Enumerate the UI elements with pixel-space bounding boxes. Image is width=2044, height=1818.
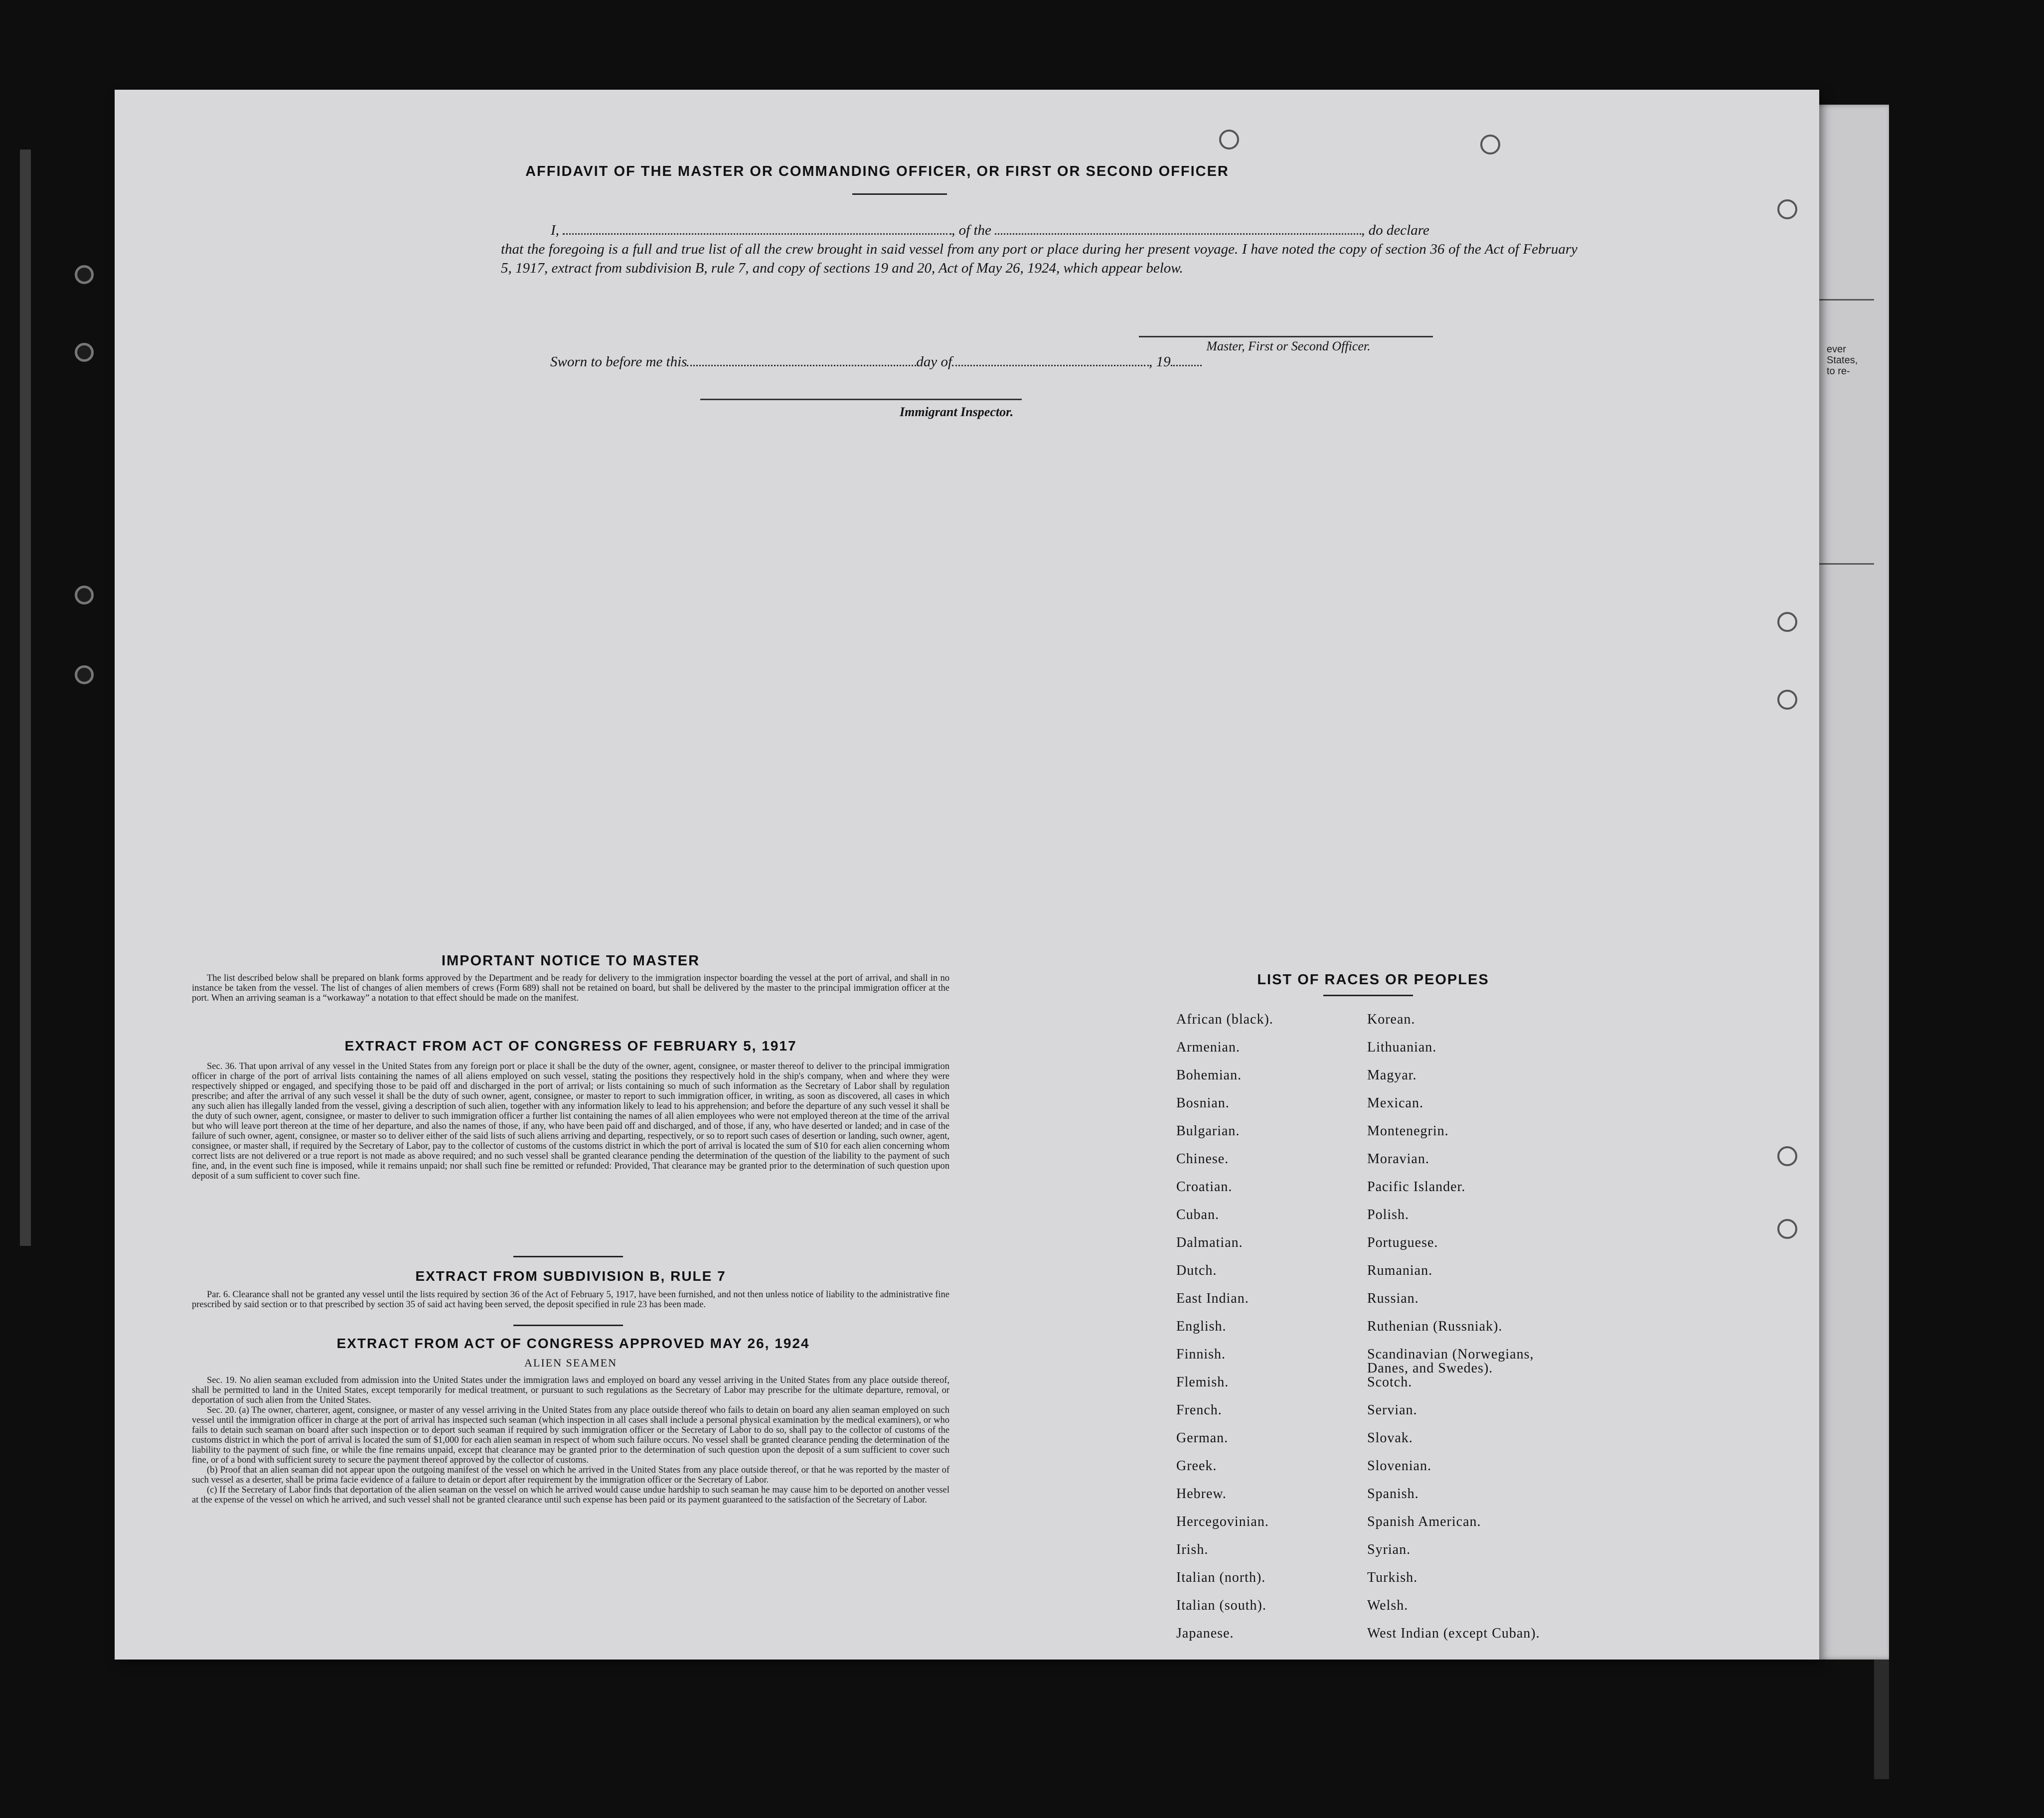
- race-item: English.: [1176, 1319, 1227, 1334]
- master-signature-label: Master, First or Second Officer.: [1206, 339, 1371, 353]
- ring-hole: [1219, 130, 1239, 150]
- sworn-line: [550, 354, 1398, 370]
- race-item: Moravian.: [1367, 1151, 1429, 1167]
- race-item: Dutch.: [1176, 1263, 1217, 1278]
- extract-1917-title: EXTRACT FROM ACT OF CONGRESS OF FEBRUARY 5, 1917: [344, 1038, 797, 1054]
- race-item: French.: [1176, 1402, 1222, 1418]
- notice-body: [192, 973, 949, 1003]
- race-item: Finnish.: [1176, 1347, 1226, 1362]
- rule7-body: [192, 1290, 949, 1310]
- race-item: Spanish.: [1367, 1486, 1419, 1502]
- race-item: Chinese.: [1176, 1151, 1229, 1167]
- manifest-page: [115, 90, 1819, 1660]
- race-item: West Indian (except Cuban).: [1367, 1626, 1540, 1641]
- ring-hole: [1777, 1219, 1797, 1239]
- race-item: Italian (south).: [1176, 1598, 1266, 1613]
- race-item: Syrian.: [1367, 1542, 1411, 1557]
- race-item: Irish.: [1176, 1542, 1209, 1557]
- race-item: African (black).: [1176, 1012, 1273, 1027]
- race-item: Slovak.: [1367, 1430, 1413, 1446]
- race-item: Hebrew.: [1176, 1486, 1227, 1502]
- ring-hole: [1777, 612, 1797, 632]
- vessel-name-field[interactable]: [995, 229, 1361, 235]
- sworn-day-field[interactable]: [687, 361, 916, 366]
- declaration-body: that the foregoing is a full and true list of all the crew brought in said vessel from any port or place during her present voyage. I have noted the copy of section 36 of the Act of February 5, 1917, extract from subdivision B, rule 7, and copy of sections 19 and 20, Act of May 26, 1924, which appear below.: [501, 241, 1577, 276]
- race-item: German.: [1176, 1430, 1229, 1446]
- race-item: Spanish American.: [1367, 1514, 1481, 1529]
- race-item: Pacific Islander.: [1367, 1179, 1466, 1195]
- races-title-rule: [1323, 995, 1413, 996]
- ring-hole: [1777, 1146, 1797, 1166]
- extract-1924-title: EXTRACT FROM ACT OF CONGRESS APPROVED MAY 26, 1924: [336, 1336, 810, 1351]
- section-rule: [513, 1325, 623, 1326]
- ring-hole: [1777, 690, 1797, 710]
- race-item: Hercegovinian.: [1176, 1514, 1269, 1529]
- punch-hole: [75, 265, 94, 284]
- race-item: Bulgarian.: [1176, 1123, 1240, 1139]
- sec20a-paragraph: Sec. 20. (a) The owner, charterer, agent, consignee, or master of any vessel arriving in the United States from any place outside thereof who fails to detain on board any alien seaman employed on such vessel until the immigration officer in charge at the port of arrival has inspected such seaman (which inspection in all cases shall include a personal physical examination by the medical examiners), or who fails to detain such seaman on board after such inspection or to deport such seaman if required by such immigration officer or the Secretary of Labor to do so, shall pay to the collector of customs of the customs district in which the port of arrival is located the sum of $1,000 for each alien seaman in respect of whom such failure occurs. No vessel shall be granted clearance pending the determination of the liability to the payment of such fine, or while the fine remains unpaid, except that clearance may be granted prior to the determination of such question upon the deposit of a sum sufficient to cover such fine, or of a bond with sufficient surety to secure the payment thereof approved by the collector of customs.: [192, 1405, 949, 1465]
- ring-hole: [1777, 199, 1797, 219]
- race-item: Magyar.: [1367, 1067, 1417, 1083]
- punch-hole: [75, 343, 94, 362]
- day-of-label: day of: [916, 354, 952, 370]
- races-title: LIST OF RACES OR PEOPLES: [1257, 972, 1489, 988]
- race-item: Croatian.: [1176, 1179, 1233, 1195]
- race-item: Dalmatian.: [1176, 1235, 1243, 1250]
- race-item: Russian.: [1367, 1291, 1419, 1306]
- rule7-title: EXTRACT FROM SUBDIVISION B, RULE 7: [415, 1268, 726, 1284]
- title-rule: [852, 193, 947, 195]
- sec19-paragraph: Sec. 19. No alien seaman excluded from admission into the United States under the immigration laws and employed on board any vessel arriving in the United States from any place outside thereof, shall be permitted to land in the United States, except temporarily for medical treatment, or pursuant to such regulations as the Secretary of Labor may prescribe for the ultimate departure, removal, or deportation of such alien from the United States.: [192, 1375, 949, 1405]
- extract-1917-paragraph: Sec. 36. That upon arrival of any vessel in the United States from any foreign port or place it shall be the duty of the owner, agent, consignee, or master thereof to deliver to the principal immigration officer in charge of the port of arrival lists containing the names of all aliens employed on such vessel, stating the positions they respectively hold in the ship's company, when and where they were respectively shipped or engaged, and specifying those to be paid off and discharged in the port of arrival; or lists containing so much of such information as the Secretary of Labor shall by regulation prescribe; and after the arrival of any such vessel it shall be the duty of such owner, agent, consignee, or master to report to such immigration officer, in writing, as soon as discovered, all cases in which any such alien has illegally landed from the vessel, giving a description of such alien, together with any information likely to lead to his apprehension; and before the departure of any such vessel it shall be the duty of such owner, agent, consignee, or master to deliver to such immigration officer a further list containing the names of all alien employees who were not employed thereon at the time of the arrival but who will leave port thereon at the time of her departure, and also the names of those, if any, who have been paid off and discharged, and of those, if any, who have deserted or landed; and in case of the failure of such owner, agent, consignee, or master so to deliver either of the said lists of such aliens arriving and departing, respectively, or so to report such cases of desertion or landing, such owner, agent, consignee, or master shall, if required by the Secretary of Labor, pay to the collector of customs of the customs district in which the port of arrival is located the sum of $10 for each alien concerning whom correct lists are not delivered or a true report is not made as above required; and no such vessel shall be granted clearance pending the determination of the question of the liability to the payment of such fine, and, in the event such fine is imposed, while it remains unpaid; nor shall such fine be remitted or refunded: Provided, That clearance may be granted prior to the determination of such question upon deposit of a sum sufficient to cover such fine.: [192, 1061, 949, 1181]
- race-item: Greek.: [1176, 1458, 1217, 1474]
- race-item: Bohemian.: [1176, 1067, 1242, 1083]
- race-item: Servian.: [1367, 1402, 1417, 1418]
- affidavit-title: AFFIDAVIT OF THE MASTER OR COMMANDING OFFICER, OR FIRST OR SECOND OFFICER: [525, 163, 1229, 179]
- race-item: East Indian.: [1176, 1291, 1249, 1306]
- punch-hole: [75, 665, 94, 684]
- declaration-lead: I,: [551, 222, 559, 238]
- race-item: Lithuanian.: [1367, 1040, 1437, 1055]
- race-item: Italian (north).: [1176, 1570, 1266, 1585]
- sworn-month-field[interactable]: [952, 361, 1149, 366]
- underlying-page-rule: [1814, 299, 1874, 301]
- race-item: Mexican.: [1367, 1095, 1423, 1111]
- inspector-signature-line[interactable]: [700, 399, 1022, 400]
- race-item: Bosnian.: [1176, 1095, 1230, 1111]
- races-left-column: [1176, 1013, 1356, 1655]
- extract-1924-subtitle: ALIEN SEAMEN: [524, 1357, 617, 1369]
- year-prefix-label: , 19: [1149, 354, 1171, 370]
- section-rule: [513, 1256, 623, 1257]
- race-item: Korean.: [1367, 1012, 1415, 1027]
- rule7-paragraph: Par. 6. Clearance shall not be granted any vessel until the lists required by section 36 of the Act of February 5, 1917, have been furnished, and not then unless notice of liability to the administrative fine prescribed by said section or to that prescribed by section 35 of said act having been served, the deposit specified in rule 23 has been made.: [192, 1290, 949, 1310]
- sec20c-paragraph: (c) If the Secretary of Labor finds that deportation of the alien seaman on the vessel on which he arrived would cause undue hardship to such seaman he may cause him to be deported on another vessel at the expense of the vessel on which he arrived, and such vessel shall not be granted clearance until such expense has been paid or its payment guaranteed to the satisfaction of the Secretary of Labor.: [192, 1485, 949, 1505]
- race-item: Turkish.: [1367, 1570, 1418, 1585]
- race-item: Polish.: [1367, 1207, 1410, 1222]
- races-right-column: [1367, 1013, 1576, 1655]
- race-item: Montenegrin.: [1367, 1123, 1449, 1139]
- race-item: Welsh.: [1367, 1598, 1409, 1613]
- underlying-page-rule: [1814, 563, 1874, 565]
- race-item: Japanese.: [1176, 1626, 1234, 1641]
- of-the-label: , of the: [951, 222, 991, 238]
- notice-title: IMPORTANT NOTICE TO MASTER: [441, 953, 700, 969]
- punch-hole: [75, 586, 94, 605]
- race-item: Ruthenian (Russniak).: [1367, 1319, 1503, 1334]
- race-item: Rumanian.: [1367, 1263, 1433, 1278]
- extract-1924-body: [192, 1375, 949, 1505]
- notice-paragraph: The list described below shall be prepared on blank forms approved by the Department and be ready for delivery to the immigration inspector boarding the vessel at the port of arrival, and shall in no instance be taken from the vessel. The list of changes of alien members of crews (Form 689) shall not be retained on board, but shall be delivered by the master to the principal immigration officer at the port. When an arriving seaman is a “workaway” a notation to that effect should be made on the manifest.: [192, 973, 949, 1003]
- binder-edge-left: [20, 150, 31, 1246]
- sworn-label: Sworn to before me this: [550, 354, 687, 370]
- race-item: Flemish.: [1176, 1374, 1229, 1390]
- race-item: Armenian.: [1176, 1040, 1240, 1055]
- extract-1917-body: [192, 1061, 949, 1181]
- race-item: Portuguese.: [1367, 1235, 1438, 1250]
- race-item: Cuban.: [1176, 1207, 1220, 1222]
- race-item: Scotch.: [1367, 1374, 1413, 1390]
- race-item: Scandinavian (Norwegians, Danes, and Swedes).: [1367, 1347, 1534, 1376]
- do-declare-label: , do declare: [1361, 222, 1429, 238]
- declarant-name-field[interactable]: [563, 229, 951, 235]
- inspector-label: Immigrant Inspector.: [900, 405, 1014, 419]
- underlying-page-text: ever States, to re-: [1827, 344, 1858, 377]
- sworn-year-field[interactable]: [1171, 361, 1202, 366]
- affidavit-declaration: [501, 221, 1577, 278]
- master-signature-line[interactable]: [1139, 336, 1433, 337]
- race-item: Slovenian.: [1367, 1458, 1431, 1474]
- ring-hole: [1480, 135, 1500, 154]
- sec20b-paragraph: (b) Proof that an alien seaman did not appear upon the outgoing manifest of the vessel on which he arrived in the United States from any place outside thereof, or that he was reported by the master of such vessel as a deserter, shall be prima facie evidence of a failure to detain or deport after requirement by the immigration officer or the Secretary of Labor.: [192, 1465, 949, 1485]
